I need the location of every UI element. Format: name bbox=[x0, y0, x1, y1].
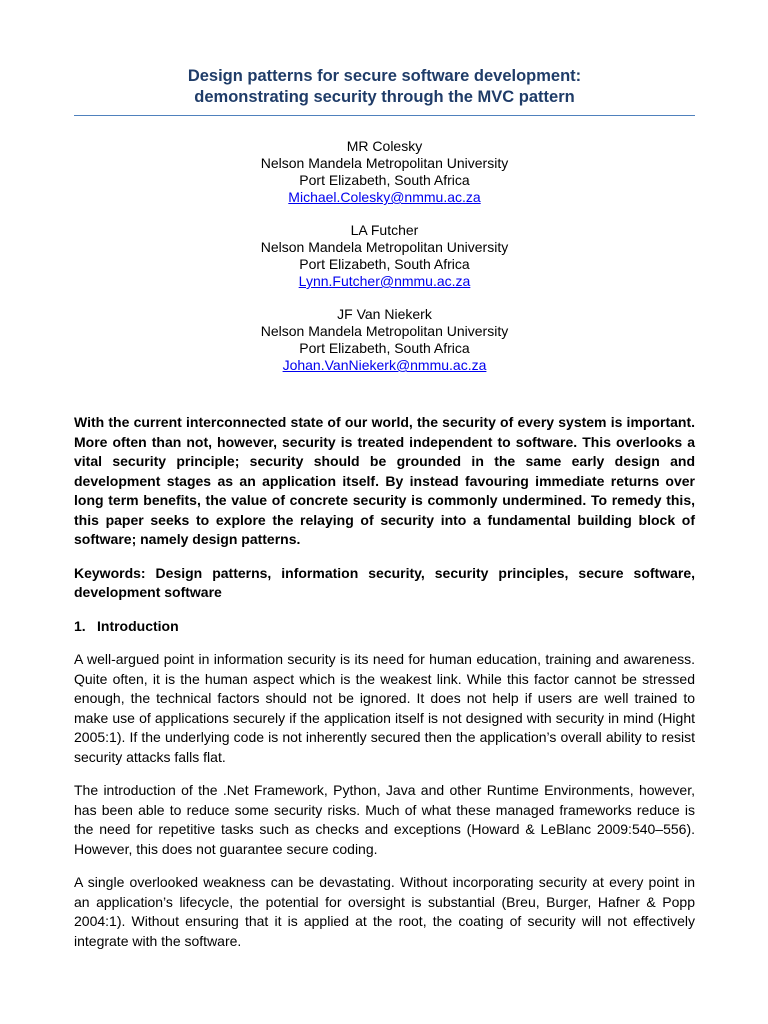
abstract-text: With the current interconnected state of our world, the security of every system is important. More often than not, however, security is treated independent to software. This overlooks a vital security principle; security should be grounded in the same early design and development stages as an application itself. By instead favouring immediate returns over long term benefits, the value of concrete security is commonly undermined. To remedy this, this paper seeks to explore the relaying of security into a fundamental building block of software; namely design patterns. bbox=[74, 414, 695, 547]
body-paragraph: The introduction of the .Net Framework, Python, Java and other Runtime Environments, however, has been able to reduce some security risks. Much of what these managed frameworks reduce is the need for repetitive tasks such as checks and exceptions (Howard & LeBlanc 2009:540–556). However, this does not guarantee secure coding. bbox=[74, 782, 695, 857]
section-heading bbox=[74, 617, 695, 637]
author-entry bbox=[74, 306, 695, 374]
paper-title bbox=[74, 66, 695, 108]
author-affiliation: Nelson Mandela Metropolitan University bbox=[260, 155, 509, 171]
author-name: JF Van Niekerk bbox=[337, 306, 432, 322]
paper-title-line-1: Design patterns for secure software development: bbox=[187, 67, 582, 85]
author-affiliation: Nelson Mandela Metropolitan University bbox=[260, 239, 509, 255]
body-paragraph: A well-argued point in information security is its need for human education, training and awareness. Quite often, it is the human aspect which is the weakest link. While this factor cannot be stressed enough, the technical factors should not be ignored. It does not help if users are well trained to make use of applications securely if the application itself is not designed with security in mind (Hight 2005:1). If the underlying code is not inherently secured then the application’s overall ability to resist security attacks falls flat. bbox=[74, 651, 695, 765]
author-entry bbox=[74, 138, 695, 206]
title-divider bbox=[74, 115, 695, 116]
body-paragraph: A single overlooked weakness can be devastating. Without incorporating security at every point in an application’s lifecycle, the potential for oversight is substantial (Breu, Burger, Hafner & Popp 2004:1). Without ensuring that it is applied at the root, the coating of security will not effectively integrate with the software. bbox=[74, 874, 695, 949]
author-name: LA Futcher bbox=[350, 222, 419, 238]
author-entry bbox=[74, 222, 695, 290]
author-email-link[interactable]: Michael.Colesky@nmmu.ac.za bbox=[288, 189, 481, 205]
section-number: 1. bbox=[74, 617, 86, 634]
section-title: Introduction bbox=[97, 617, 179, 634]
author-block bbox=[74, 138, 695, 374]
keywords-text: Keywords: Design patterns, information security, security principles, secure software, development software bbox=[74, 564, 695, 600]
author-location: Port Elizabeth, South Africa bbox=[299, 172, 470, 188]
author-email-link[interactable]: Lynn.Futcher@nmmu.ac.za bbox=[298, 273, 471, 289]
author-affiliation: Nelson Mandela Metropolitan University bbox=[260, 323, 509, 339]
author-email-link[interactable]: Johan.VanNiekerk@nmmu.ac.za bbox=[282, 357, 487, 373]
paper-title-line-2: demonstrating security through the MVC pattern bbox=[194, 88, 575, 106]
author-location: Port Elizabeth, South Africa bbox=[299, 340, 470, 356]
author-location: Port Elizabeth, South Africa bbox=[299, 256, 470, 272]
author-name: MR Colesky bbox=[346, 138, 423, 154]
